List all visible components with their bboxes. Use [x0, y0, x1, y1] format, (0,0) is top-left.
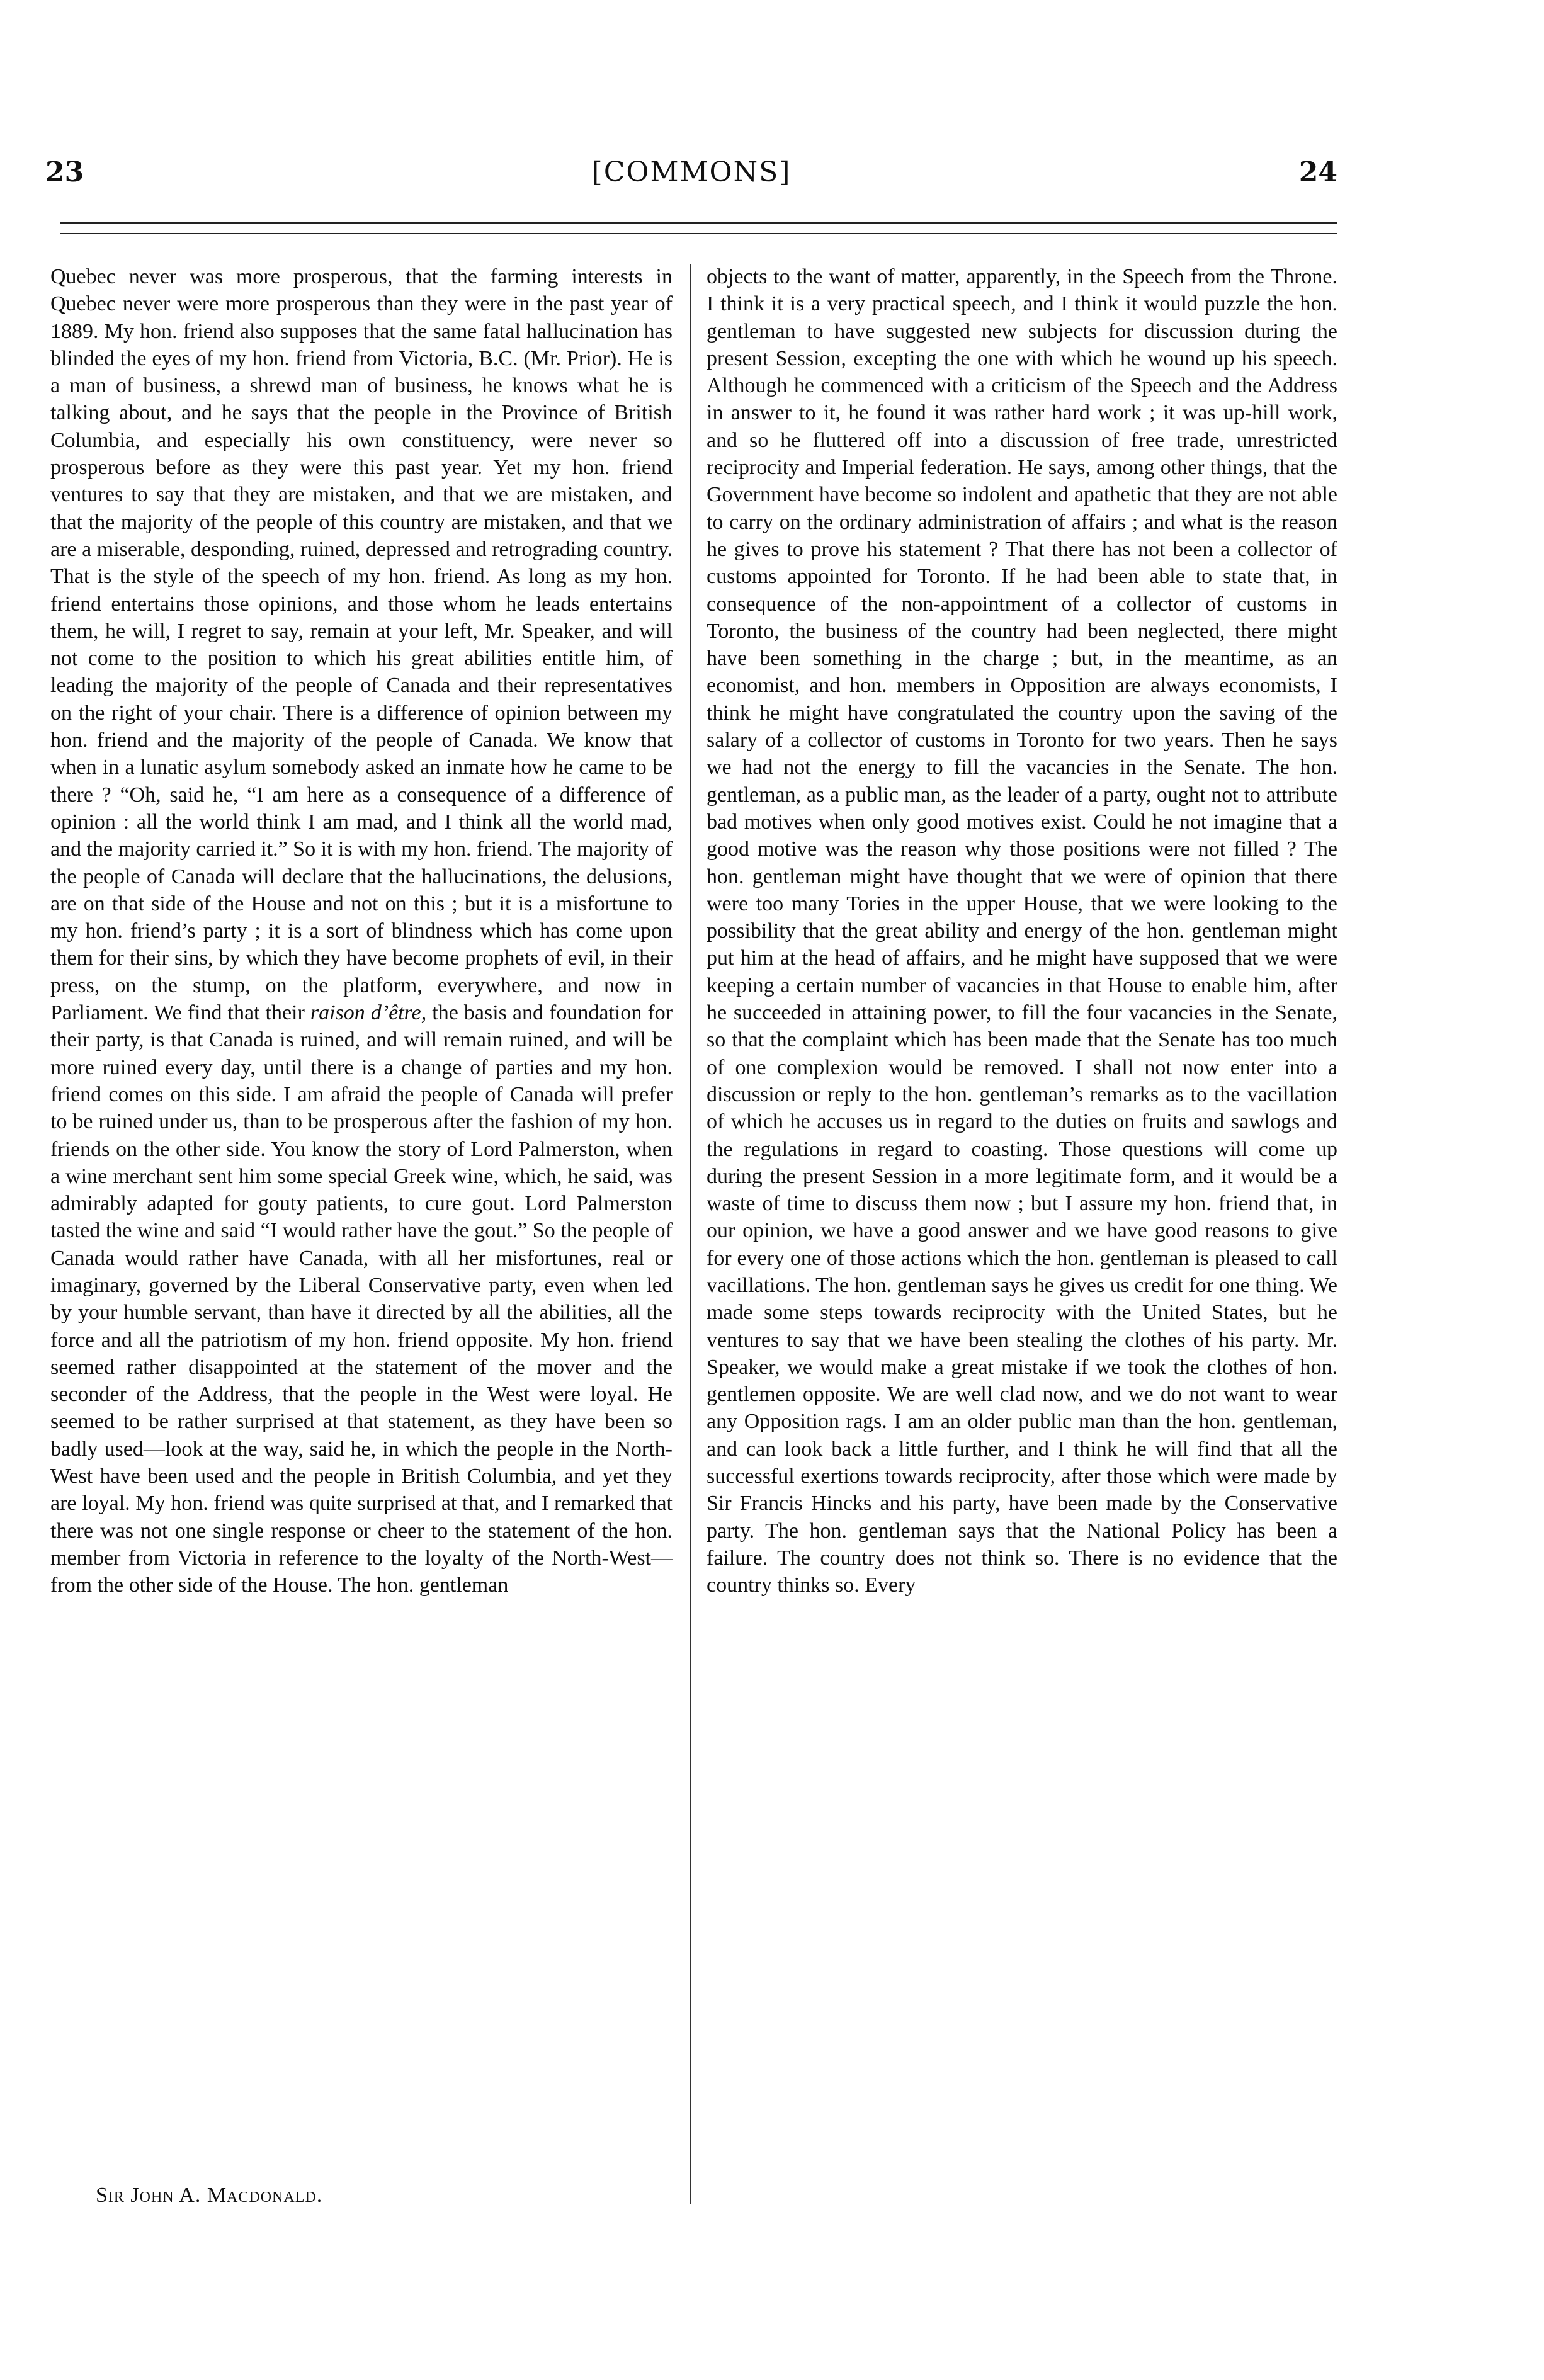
- page-number-right: 24: [1298, 156, 1337, 188]
- running-head: [COMMONS]: [591, 156, 792, 188]
- left-column-text-1: Quebec never was more prosperous, that the farming interests in Quebec never were more prosperous than they were in the past year of 1889. My hon. friend also supposes that the same fatal hallucination has blinded the eyes of my hon. friend from Victoria, B.C. (Mr. Prior). He is a man of business, a shrewd man of business, he knows what he is talking about, and he says that the people in the Province of British Columbia, and especially his own constituency, were never so prosperous before as they were this past year. Yet my hon. friend ventures to say that they are mistaken, and that we are mistaken, and that the majority of the people of this country are mistaken, and that we are a miserable, desponding, ruined, depressed and retrograding country. That is the style of the speech of my hon. friend. As long as my hon. friend entertains those opinions, and those whom he leads entertains them, he will, I regret to say, remain at your left, Mr. Speaker, and will not come to the position to which his great abilities entitle him, of leading the majority of the people of Canada and their representatives on the right of your chair. There is a difference of opinion between my hon. friend and the majority of the people of Canada. We know that when in a lunatic asylum somebody asked an inmate how he came to be there ? “Oh, said he, “I am here as a consequence of a difference of opinion : all the world think I am mad, and I think all the world mad, and the majority carried it.” So it is with my hon. friend. The majority of the people of Canada will declare that the hallucinations, the delusions, are on that side of the House and not on this ; but it is a misfortune to my hon. friend’s party ; it is a sort of blindness which has come upon them for their sins, by which they have become prophets of evil, in their press, on the stump, on the platform, everywhere, and now in Parliament. We find that their: [50, 265, 673, 1025]
- left-column-italic: raison d’être,: [310, 1001, 427, 1025]
- speaker-signature: Sir John A. Macdonald.: [96, 2184, 323, 2207]
- left-column: [50, 263, 673, 1599]
- header-rule-top: [60, 222, 1337, 224]
- page-number-left: 23: [45, 156, 84, 188]
- left-column-paragraph: [50, 263, 673, 1599]
- page-header: [45, 156, 1337, 207]
- column-divider: [690, 264, 691, 2204]
- header-rule-bottom: [60, 233, 1337, 234]
- right-column: [707, 263, 1337, 1599]
- left-column-text-2: the basis and foundation for their party, is that Canada is ruined, and will remain ruined, and will be more ruined every day, until there is a change of parties and my hon. friend comes on this side. I am afraid the people of Canada will prefer to be ruined under us, than to be prosperous after the fashion of my hon. friends on the other side. You know the story of Lord Palmerston, when a wine merchant sent him some special Greek wine, which, he said, was admirably adapted for gouty patients, to cure gout. Lord Palmerston tasted the wine and said “I would rather have the gout.” So the people of Canada would rather have Canada, with all her misfortunes, real or imaginary, governed by the Liberal Conservative party, even when led by your humble servant, than have it directed by all the abilities, all the force and all the patriotism of my hon. friend opposite. My hon. friend seemed rather disappointed at the statement of the mover and the seconder of the Address, that the people in the West were loyal. He seemed to be rather surprised at that statement, as they have been so badly used—look at the way, said he, in which the people in the North-West have been used and the people in British Columbia, and yet they are loyal. My hon. friend was quite surprised at that, and I remarked that there was not one single response or cheer to the statement of the hon. member from Victoria in reference to the loyalty of the North-West—from the other side of the House. The hon. gentleman: [50, 1001, 673, 1597]
- right-column-paragraph: objects to the want of matter, apparently, in the Speech from the Throne. I think it is a very practical speech, and I think it would puzzle the hon. gentleman to have suggested new subjects for discussion during the present Session, excepting the one with which he wound up his speech. Although he commenced with a criticism of the Speech and the Address in answer to it, he found it was rather hard work ; it was up-hill work, and so he fluttered off into a discussion of free trade, unrestricted reciprocity and Imperial federation. He says, among other things, that the Government have become so indolent and apathetic that they are not able to carry on the ordinary administration of affairs ; and what is the reason he gives to prove his statement ? That there has not been a collector of customs appointed for Toronto. If he had been able to state that, in consequence of the non-appointment of a collector of customs in Toronto, the business of the country had been neglected, there might have been something in the charge ; but, in the meantime, as an economist, and hon. members in Opposition are always economists, I think he might have congratulated the country upon the saving of the salary of a collector of customs in Toronto for two years. Then he says we had not the energy to fill the vacancies in the Senate. The hon. gentleman, as a public man, as the leader of a party, ought not to attribute bad motives when only good motives exist. Could he not imagine that a good motive was the reason why those positions were not filled ? The hon. gentleman might have thought that we were of opinion that there were too many Tories in the upper House, that we were looking to the possibility that the great ability and energy of the hon. gentleman might put him at the head of affairs, and he might have supposed that we were keeping a certain number of vacancies in that House to enable him, after he succeeded in attaining power, to fill the four vacancies in the Senate, so that the complaint which has been made that the Senate has too much of one complexion would be removed. I shall not now enter into a discussion or reply to the hon. gentleman’s remarks as to the vacillation of which he accuses us in regard to the duties on fruits and sawlogs and the regulations in regard to coasting. Those questions will come up during the present Session in a more legitimate form, and it would be a waste of time to discuss them now ; but I assure my hon. friend that, in our opinion, we have a good answer and we have good reasons to give for every one of those actions which the hon. gentleman is pleased to call vacillations. The hon. gentleman says he gives us credit for one thing. We made some steps towards reciprocity with the United States, but he ventures to say that we have been stealing the clothes of his party. Mr. Speaker, we would make a great mistake if we took the clothes of hon. gentlemen opposite. We are well clad now, and we do not want to wear any Opposition rags. I am an older public man than the hon. gentleman, and can look back a little further, and I think he will find that all the successful exertions towards reciprocity, after those which were made by Sir Francis Hincks and his party, have been made by the Conservative party. The hon. gentleman says that the National Policy has been a failure. The country does not think so. There is no evidence that the country thinks so. Every: [707, 265, 1337, 1597]
